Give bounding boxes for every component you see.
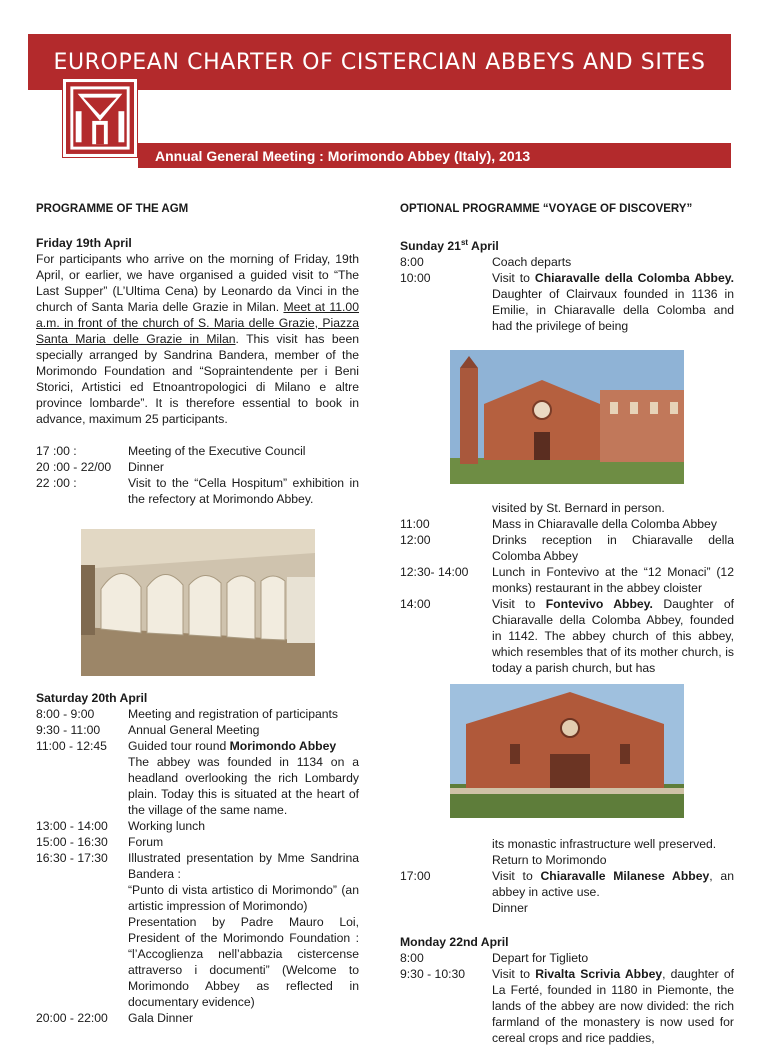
friday-schedule bbox=[36, 443, 359, 507]
charter-logo-icon bbox=[66, 82, 134, 154]
schedule-row: 11:00 Mass in Chiaravalle della Colomba Abbey bbox=[400, 517, 717, 532]
optional-programme-column bbox=[400, 201, 734, 1046]
schedule-row: 10:00 Visit to Chiaravalle della Colomba Abbey. Daughter of Clairvaux founded in 1136 in Emilie, in Chiaravalle della Colomba and had the privilege of being bbox=[400, 271, 734, 334]
fontevivo-photo bbox=[450, 684, 684, 818]
schedule-row: 9:30 - 10:30 Visit to Rivalta Scrivia Abbey, daughter of La Ferté, founded in 1180 in Piemonte, the lands of the abbey are now divided: the rich farmland of the monastery is now used for cereal crops and rice paddies, bbox=[400, 967, 735, 1046]
schedule-row: 8:00 - 9:00 Meeting and registration of participants bbox=[36, 707, 339, 721]
friday-heading: Friday 19th April bbox=[36, 236, 132, 250]
schedule-row: 20 :00 - 22/00 Dinner bbox=[36, 460, 164, 474]
friday-description: For participants who arrive on the morning of Friday, 19th April, or earlier, we have organised a guided visit to “The Last Supper” (L’Ultima Cena) by Leonardo da Vinci in the church of Santa Maria delle Grazie in Milan. Meet at 11.00 a.m. in front of the church of S. Maria delle Grazie, Piazza Santa Maria delle Grazie in Milan. This visit has been specially arranged by Sandrina Bandera, member of the Morimondo Foundation and “Sopraintendente per i Beni Storici, Artistici ed Etnoantropologici di Milano e altre province lombarde”. It is therefore essential to book in advance, maximum 25 participants. bbox=[36, 252, 359, 426]
optional-heading: OPTIONAL PROGRAMME “VOYAGE OF DISCOVERY” bbox=[400, 203, 693, 215]
schedule-row: 8:00 Coach departs bbox=[400, 255, 572, 270]
schedule-row: 22 :00 : Visit to the “Cella Hospitum” exhibition in the refectory at Morimondo Abbey. bbox=[36, 476, 359, 506]
charter-logo bbox=[62, 78, 138, 158]
schedule-row: 9:30 - 11:00 Annual General Meeting bbox=[36, 723, 260, 737]
saturday-schedule bbox=[36, 706, 359, 1026]
monday-schedule bbox=[400, 950, 734, 1046]
schedule-row: Return to Morimondo bbox=[492, 853, 607, 868]
schedule-row: 12:00 Drinks reception in Chiaravalle della Colomba Abbey bbox=[400, 533, 734, 564]
schedule-row: its monastic infrastructure well preserved. bbox=[492, 837, 717, 852]
document-subtitle: Annual General Meeting : Morimondo Abbey (Italy), 2013 bbox=[155, 147, 531, 164]
monday-heading: Monday 22nd April bbox=[400, 935, 509, 950]
schedule-row: 12:30- 14:00 Lunch in Fontevivo at the “12 Monaci” (12 monks) restaurant in the abbey cloister bbox=[400, 565, 734, 596]
saturday-heading: Saturday 20th April bbox=[36, 691, 148, 705]
schedule-row: 13:00 - 14:00 Working lunch bbox=[36, 819, 205, 833]
schedule-row: visited by St. Bernard in person. bbox=[492, 501, 665, 516]
schedule-row: Dinner bbox=[492, 901, 528, 916]
refectory-photo bbox=[81, 529, 315, 676]
agm-heading: PROGRAMME OF THE AGM bbox=[36, 203, 189, 215]
schedule-row: 11:00 - 12:45 Guided tour round Morimondo Abbey The abbey was founded in 1134 on a headland overlooking the rich Lombardy plain. Today this is situated at the heart of the village of the same name. bbox=[36, 739, 359, 817]
schedule-row: 17 :00 : Meeting of the Executive Council bbox=[36, 444, 306, 458]
schedule-row: 16:30 - 17:30 Illustrated presentation by Mme Sandrina Bandera : “Punto di vista artistico di Morimondo” (an artistic impression of Morimondo) Presentation by Padre Mauro Loi, President of the Morimondo Foundation : “l’Accoglienza nell’abbazia cistercense attraverso i documenti” (Welcome to Morimondo Abbey as reflected in documentary evidence) bbox=[36, 851, 359, 1009]
chiaravalle-colomba-photo bbox=[450, 350, 684, 484]
schedule-row: 14:00 Visit to Fontevivo Abbey. Daughter of Chiaravalle della Colomba Abbey, founded in 1142. The abbey church of this abbey, which resembles that of its mother church, is today a parish church, but has bbox=[400, 597, 735, 676]
schedule-row: 15:00 - 16:30 Forum bbox=[36, 835, 164, 849]
meeting-point-text: Meet at 11.00 a.m. in front of the church of S. Maria delle Grazie, Piazza Santa Maria delle Grazie in Milan bbox=[36, 300, 359, 346]
sunday-heading: Sunday 21st April bbox=[400, 238, 499, 254]
sunday-schedule-a bbox=[400, 254, 734, 334]
document-title: EUROPEAN CHARTER OF CISTERCIAN ABBEYS AND SITES bbox=[53, 49, 706, 75]
schedule-row: 17:00 Visit to Chiaravalle Milanese Abbey, an abbey in active use. bbox=[400, 869, 734, 900]
sunday-schedule-b bbox=[400, 500, 734, 676]
sunday-schedule-c bbox=[400, 836, 734, 916]
agm-programme-column bbox=[36, 201, 359, 1026]
schedule-row: 20:00 - 22:00 Gala Dinner bbox=[36, 1011, 194, 1025]
schedule-row: 8:00 Depart for Tiglieto bbox=[400, 951, 589, 966]
subtitle-bar bbox=[138, 143, 731, 168]
